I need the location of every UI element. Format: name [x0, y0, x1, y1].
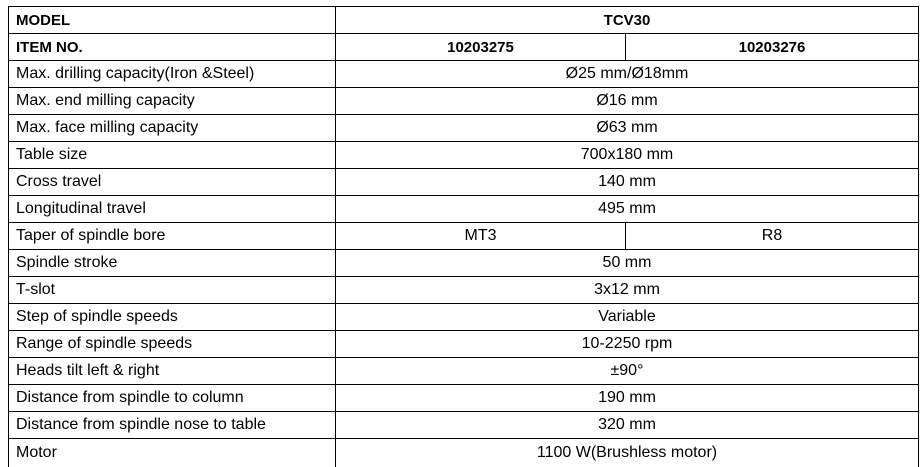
item-number-label: ITEM NO. — [9, 34, 336, 61]
spec-value: 140 mm — [336, 169, 919, 196]
spec-row — [9, 223, 919, 250]
spec-value: 50 mm — [336, 250, 919, 277]
spec-label: Distance from spindle to column — [9, 385, 336, 412]
spec-value: 495 mm — [336, 196, 919, 223]
spec-label: Longitudinal travel — [9, 196, 336, 223]
spec-row — [9, 358, 919, 385]
spec-label: Spindle stroke — [9, 250, 336, 277]
spec-row — [9, 385, 919, 412]
spec-value: 10-2250 rpm — [336, 331, 919, 358]
spec-value: R8 — [626, 223, 919, 250]
spec-row — [9, 115, 919, 142]
item-number-value: 10203276 — [626, 34, 919, 61]
spec-value: 3x12 mm — [336, 277, 919, 304]
spec-label: Max. face milling capacity — [9, 115, 336, 142]
spec-value: 190 mm — [336, 385, 919, 412]
spec-value: Ø63 mm — [336, 115, 919, 142]
item-number-value: 10203275 — [336, 34, 626, 61]
spec-label: Taper of spindle bore — [9, 223, 336, 250]
spec-value: Ø16 mm — [336, 88, 919, 115]
spec-label: Range of spindle speeds — [9, 331, 336, 358]
spec-label: T-slot — [9, 277, 336, 304]
spec-label: Distance from spindle nose to table — [9, 412, 336, 439]
model-row — [9, 7, 919, 34]
spec-row — [9, 277, 919, 304]
spec-value: 320 mm — [336, 412, 919, 439]
spec-value: 1100 W(Brushless motor) — [336, 439, 919, 467]
model-value: TCV30 — [336, 7, 919, 34]
spec-value: MT3 — [336, 223, 626, 250]
spec-row — [9, 61, 919, 88]
spec-row — [9, 196, 919, 223]
spec-value: Variable — [336, 304, 919, 331]
spec-label: Max. end milling capacity — [9, 88, 336, 115]
spec-value: Ø25 mm/Ø18mm — [336, 61, 919, 88]
spec-row — [9, 88, 919, 115]
spec-row — [9, 142, 919, 169]
spec-label: Cross travel — [9, 169, 336, 196]
spec-value: 700x180 mm — [336, 142, 919, 169]
spec-label: Max. drilling capacity(Iron &Steel) — [9, 61, 336, 88]
spec-label: Step of spindle speeds — [9, 304, 336, 331]
model-label: MODEL — [9, 7, 336, 34]
spec-value: ±90° — [336, 358, 919, 385]
item-number-row — [9, 34, 919, 61]
spec-label: Heads tilt left & right — [9, 358, 336, 385]
spec-row — [9, 169, 919, 196]
spec-row — [9, 412, 919, 439]
spec-row — [9, 439, 919, 467]
spec-label: Table size — [9, 142, 336, 169]
spec-table — [8, 6, 919, 467]
spec-row — [9, 304, 919, 331]
spec-label: Motor — [9, 439, 336, 467]
spec-row — [9, 250, 919, 277]
spec-row — [9, 331, 919, 358]
